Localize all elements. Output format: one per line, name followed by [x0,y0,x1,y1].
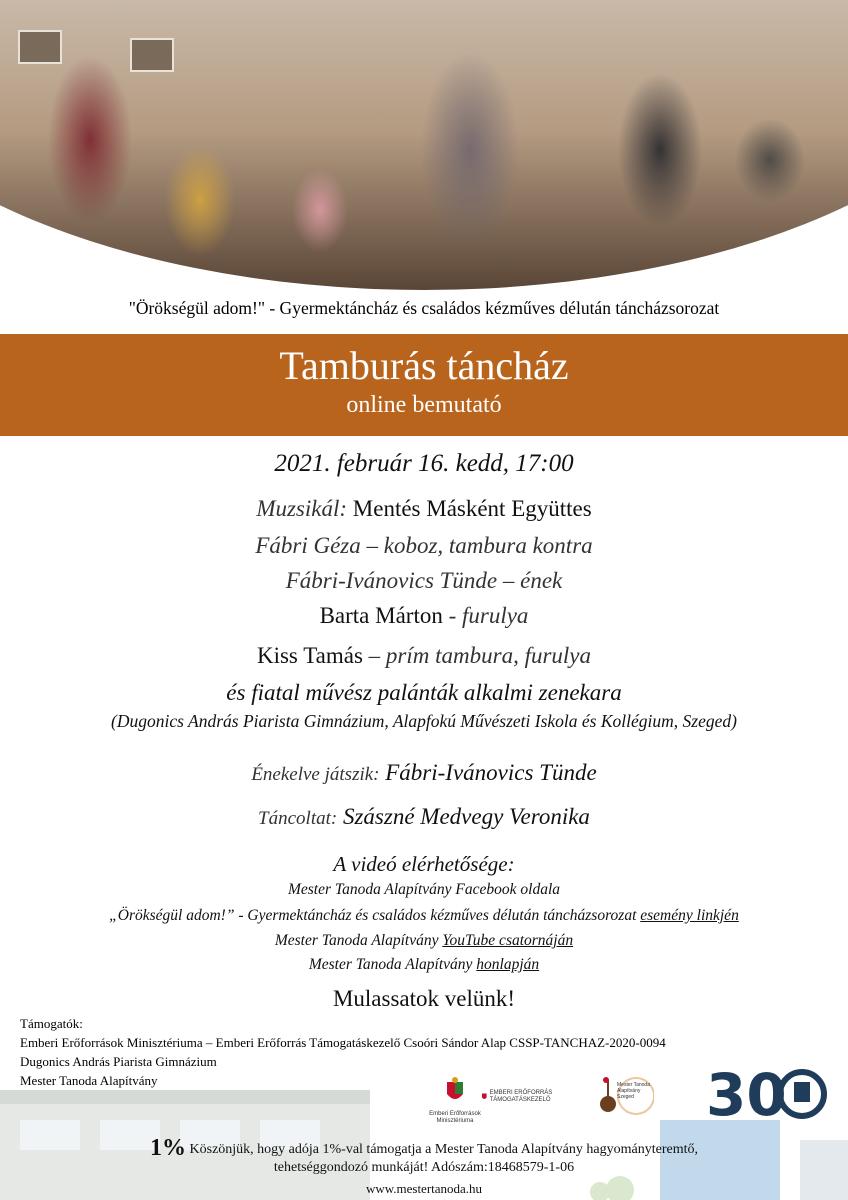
coat-of-arms-icon [445,1076,465,1106]
member-role: - furulya [448,603,529,628]
footer-text: Köszönjük, hogy adója 1%-val támogatja a Mester Tanoda Alapítvány hagyományteremtő, [189,1142,698,1157]
wall-picture [18,30,62,64]
orchestra-line: és fiatal művész palánták alkalmi zenekara [226,680,622,705]
video-heading: A videó elérhetősége: [333,852,515,876]
anniversary-logo [706,1060,831,1130]
video-text: Mester Tanoda Alapítvány [274,932,439,949]
school-line: (Dugonics András Piarista Gimnázium, Alapfokú Művészeti Iskola és Kollégium, Szeged) [111,711,737,731]
member-name: Kiss Tamás [256,643,363,668]
anniversary-circle-icon [776,1068,828,1120]
member-line [0,643,848,669]
shield-icon [482,1091,487,1103]
title-banner [0,334,848,436]
band-name: Mentés Másként Együttes [352,496,592,521]
dance-name: Szászné Medvegy Veronika [342,804,590,829]
music-label: Muzsikál: [256,496,348,521]
sponsor-item: Dugonics András Piarista Gimnázium [20,1054,217,1069]
dance-line [0,804,848,830]
sponsors-label: Támogatók: [20,1016,83,1031]
tanoda-label: Mester Tanoda Alapítvány Szeged [617,1082,650,1100]
sponsors-block [20,1014,666,1090]
singer-line [0,760,848,786]
anniversary-number: 30 [706,1061,787,1129]
website-link[interactable]: honlapján [476,956,540,973]
event-subtitle: online bemutató [346,392,502,418]
series-title: "Örökségül adom!" - Gyermektáncház és családos kézműves délután táncházsorozat [128,298,720,318]
member-line: Fábri-Ivánovics Tünde – ének [285,568,563,593]
singer-label: Énekelve játszik: [251,764,380,785]
member-name: Barta Márton [319,603,443,628]
closing-line: Mulassatok velünk! [332,986,516,1011]
video-line [0,907,848,925]
video-line [0,956,848,974]
emet-logo [482,1090,562,1104]
tanoda-logo [595,1074,655,1131]
video-line [0,932,848,950]
footer-line [0,1135,848,1162]
ministry-label: Emberi Erőforrások Minisztériuma [429,1111,481,1124]
video-text: Mester Tanoda Alapítvány [308,956,473,973]
event-datetime: 2021. február 16. kedd, 17:00 [274,450,574,477]
video-text: „Örökségül adom!” - Gyermektáncház és családos kézműves délután táncházsorozat [109,907,637,924]
member-line [0,603,848,629]
percent-mark: 1% [150,1135,187,1161]
emet-label: EMBERI ERŐFORRÁS TÁMOGATÁSKEZELŐ [489,1090,553,1103]
sponsor-item: Mester Tanoda Alapítvány [20,1073,158,1088]
member-line: Fábri Géza – koboz, tambura kontra [255,533,593,558]
video-line: Mester Tanoda Alapítvány Facebook oldala [287,881,561,898]
singer-name: Fábri-Ivánovics Tünde [385,760,597,785]
youtube-link[interactable]: YouTube csatornáján [442,932,574,949]
footer-line: tehetséggondozó munkáját! Adószám:18468579-1-06 [273,1160,575,1175]
music-line [0,496,848,522]
member-role: – prím tambura, furulya [368,643,592,668]
event-title: Tamburás táncház [279,343,569,388]
wall-picture [130,38,174,72]
sponsor-item: Emberi Erőforrások Minisztériuma – Emberi Erőforrás Támogatáskezelő Csoóri Sándor Alap CSSP-TANCHAZ-2020-0094 [20,1035,666,1050]
footer-website[interactable]: www.mestertanoda.hu [365,1181,483,1196]
dance-label: Táncoltat: [258,808,338,829]
event-link[interactable]: esemény linkjén [640,907,739,924]
header-photo [0,0,848,290]
